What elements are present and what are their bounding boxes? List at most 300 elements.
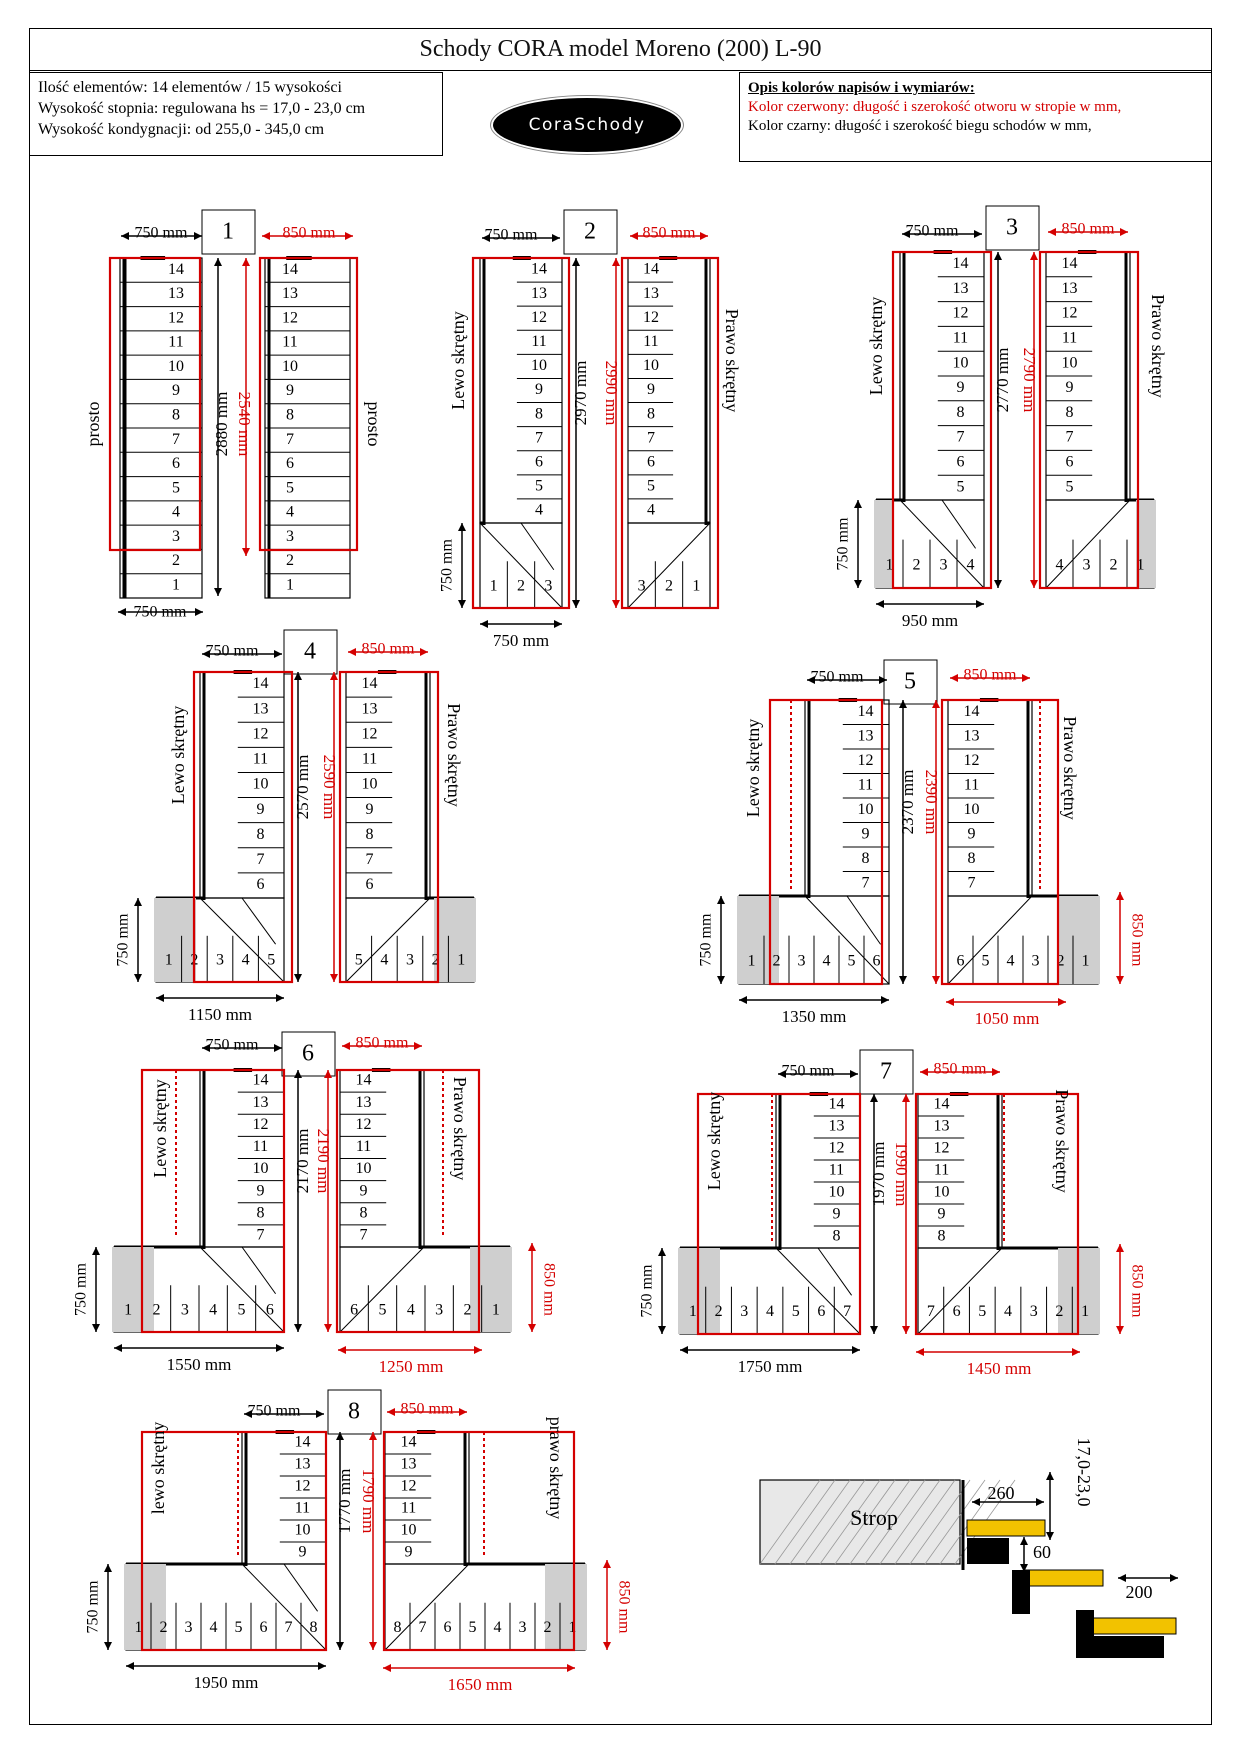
v7-L-w-5: 5 (791, 1303, 800, 1321)
v6-R-w-6: 6 (350, 1301, 359, 1319)
v5-R-step-8: 8 (967, 849, 976, 867)
v8-L-step-9: 9 (298, 1543, 307, 1561)
v1-R-step-13: 13 (282, 285, 298, 303)
v2-R-diag1 (628, 523, 710, 608)
v2-L-step-9: 9 (535, 381, 544, 399)
v4-olen-t: 2590 mm (320, 754, 340, 820)
v5-R-w-3: 3 (1031, 952, 1040, 970)
v7-L-w-7: 7 (843, 1303, 852, 1321)
v3-side-arrow-b (854, 580, 862, 588)
v7-R-w-1: 1 (1081, 1303, 1090, 1321)
v1-olen-arrow-a (242, 258, 250, 266)
v3-R-w-1: 1 (1136, 556, 1145, 574)
v2-L-w-1: 1 (489, 577, 498, 595)
v7-R-diag1 (918, 1248, 1002, 1334)
v2-R-step-13: 13 (642, 284, 659, 302)
detail-rise-dim-arrow-a (1046, 1472, 1054, 1480)
v8-oside-arrow-b (603, 1642, 611, 1650)
v3-L-w-2: 2 (912, 556, 921, 574)
v1-w-bot-arrow-b (195, 608, 203, 616)
legend-red: Kolor czerwony: długość i szerokość otworu w stropie w mm, (748, 99, 1122, 115)
v1-R-step-12: 12 (282, 309, 298, 327)
v8-L-w-4: 4 (209, 1619, 218, 1637)
v1-L-step-9: 9 (172, 382, 180, 400)
v5-oside-t: 850 mm (1128, 913, 1146, 967)
v5-w-top-t: 750 mm (810, 668, 864, 686)
v4-R-step-7: 7 (365, 851, 374, 869)
v2-R-step-11: 11 (643, 332, 659, 350)
v5-side-arrow-a (717, 896, 725, 904)
v5-L-step-12: 12 (857, 751, 874, 769)
v6-ow-arrow-a (342, 1042, 350, 1050)
v6-num: 6 (302, 1040, 314, 1067)
v6-w-top-arrow-b (274, 1044, 282, 1052)
v3-L-opening (893, 252, 991, 588)
v8-L-w-6: 6 (259, 1619, 268, 1637)
v6-L-w-5: 5 (237, 1301, 246, 1319)
v4-L-step-7: 7 (256, 851, 265, 869)
v3-L-step-9: 9 (956, 379, 965, 397)
v2-bot-t: 750 mm (492, 630, 550, 650)
v2-L-opening (473, 258, 569, 608)
v7-w-top-arrow-b (850, 1070, 858, 1078)
v3-ow-arrow-b (1120, 228, 1128, 236)
v8-R-w-4: 4 (493, 1619, 502, 1637)
v8-L-w-2: 2 (159, 1619, 168, 1637)
v8-ow-t: 850 mm (400, 1400, 454, 1418)
v3-R-step-11: 11 (1061, 329, 1078, 347)
v2-olen-arrow-b (612, 600, 620, 608)
v6-R-w-1: 1 (491, 1301, 500, 1319)
v2-L-flight (480, 258, 562, 523)
v6-side-t: 750 mm (72, 1263, 90, 1316)
v3-R-step-14: 14 (1061, 255, 1078, 273)
detail-step-dim-arrow-a (1118, 1574, 1126, 1582)
v3-right-label: Prawo skrętny (1147, 294, 1168, 398)
v8-L-step-11: 11 (294, 1499, 311, 1517)
v7-R-step-12: 12 (933, 1139, 950, 1157)
v7-ow-arrow-a (920, 1068, 928, 1076)
v5-num: 5 (904, 668, 916, 695)
v3-R-step-6: 6 (1065, 453, 1074, 471)
v2-L-step-13: 13 (531, 284, 548, 302)
v3-L-step-10: 10 (952, 354, 969, 372)
v3-R-w-4: 4 (1055, 556, 1064, 574)
v1-w-top-arrow-a (121, 232, 129, 240)
v5-len-arrow-b (899, 976, 907, 984)
v5-R-w-6: 6 (956, 952, 965, 970)
v3-L-w-4: 4 (966, 556, 975, 574)
v2-L-step-4: 4 (535, 501, 544, 519)
v6-obot-arrow-a (338, 1346, 346, 1354)
v6-R-step-11: 11 (355, 1138, 372, 1156)
v1-L-step-10: 10 (168, 357, 184, 375)
v3-L-diag2 (942, 500, 976, 548)
v8-L-step-13: 13 (294, 1455, 311, 1473)
v6-side-arrow-a (92, 1247, 100, 1255)
v7-side-arrow-a (658, 1248, 666, 1256)
v3-L-step-5: 5 (956, 478, 965, 496)
v6-L-step-12: 12 (252, 1115, 269, 1133)
v5-len-t: 2370 mm (897, 769, 917, 835)
v2-L-step-7: 7 (535, 429, 544, 447)
v1-w-bot-arrow-a (118, 608, 126, 616)
v6-R-step-8: 8 (359, 1204, 368, 1222)
v4-L-w-2: 2 (190, 951, 199, 969)
v7-R-step-14: 14 (933, 1095, 950, 1113)
v2-L-step-10: 10 (531, 357, 548, 375)
v7-L-step-9: 9 (832, 1205, 841, 1223)
v4-num: 4 (304, 638, 316, 665)
v5-L-w-2: 2 (772, 952, 781, 970)
detail-tread-3 (1090, 1618, 1176, 1634)
v1-R-step-8: 8 (286, 406, 294, 424)
v5-bot-arrow-b (881, 996, 889, 1004)
v8-len-arrow-b (336, 1642, 344, 1650)
v5-R-w-4: 4 (1006, 952, 1015, 970)
v5-R-step-7: 7 (967, 874, 976, 892)
v7-L-w-3: 3 (740, 1303, 749, 1321)
v6-R-step-14: 14 (355, 1071, 372, 1089)
v4-R-step-6: 6 (365, 876, 374, 894)
v6-right-label: Prawo skrętny (449, 1076, 470, 1181)
v2-R-step-10: 10 (642, 357, 659, 375)
v8-L-w-5: 5 (234, 1619, 243, 1637)
v3-num: 3 (1006, 214, 1018, 241)
v3-L-step-6: 6 (956, 453, 965, 471)
v4-L-flight (200, 672, 284, 898)
v8-side-t: 750 mm (84, 1580, 102, 1634)
v8-olen-t: 1790 mm (359, 1468, 379, 1534)
v4-L-gray (154, 898, 199, 982)
v4-left-label: Lewo skrętny (168, 705, 189, 805)
v6-L-w-4: 4 (209, 1301, 218, 1319)
v6-L-step-8: 8 (256, 1204, 265, 1222)
v8-R-w-6: 6 (443, 1619, 452, 1637)
v4-ow-arrow-b (420, 648, 428, 656)
v3-L-diag1 (900, 500, 984, 588)
v5-ow-arrow-b (1022, 674, 1030, 682)
v6-L-w-6: 6 (265, 1301, 274, 1319)
v1-num: 1 (222, 218, 234, 245)
v8-R-w-7: 7 (418, 1619, 427, 1637)
v2-L-w-2: 2 (517, 577, 525, 595)
v1-R-step-9: 9 (286, 382, 294, 400)
v2-R-step-4: 4 (646, 501, 655, 519)
v8-w-top-t: 750 mm (247, 1402, 301, 1420)
v5-L-step-7: 7 (861, 874, 870, 892)
v7-R-step-10: 10 (933, 1183, 950, 1201)
detail-block-1 (967, 1538, 1009, 1564)
v2-R-step-5: 5 (646, 477, 655, 495)
v7-L-step-10: 10 (828, 1183, 845, 1201)
v1-R-step-1: 1 (286, 576, 294, 594)
v3-R-step-12: 12 (1061, 304, 1078, 322)
v6-oside-arrow-a (528, 1243, 536, 1251)
v8-R-step-10: 10 (400, 1521, 417, 1539)
v5-L-w-1: 1 (747, 952, 756, 970)
v7-L-step-13: 13 (828, 1117, 845, 1135)
v8-L-w-7: 7 (284, 1619, 293, 1637)
v5-R-step-12: 12 (963, 751, 980, 769)
v6-R-step-10: 10 (355, 1160, 372, 1178)
v7-side-t: 750 mm (638, 1264, 656, 1318)
v2-L-step-5: 5 (535, 477, 544, 495)
v7-R-w-2: 2 (1055, 1303, 1064, 1321)
v4-R-step-14: 14 (361, 675, 378, 693)
v7-olen-arrow-b (902, 1326, 910, 1334)
v2-R-step-12: 12 (642, 308, 659, 326)
v3-len-arrow-a (994, 252, 1002, 260)
v8-L-step-14: 14 (294, 1433, 311, 1451)
v1-L-step-7: 7 (172, 430, 180, 448)
v5-L-step-10: 10 (857, 800, 874, 818)
v7-bot-arrow-a (680, 1346, 688, 1354)
v1-w-bot-t: 750 mm (133, 603, 187, 621)
v7-obot-arrow-a (916, 1348, 924, 1356)
v7-ow-arrow-b (992, 1068, 1000, 1076)
v1-R-step-5: 5 (286, 479, 294, 497)
v6-len-arrow-b (294, 1324, 302, 1332)
v4-L-w-5: 5 (267, 951, 276, 969)
v3-R-w-3: 3 (1082, 556, 1091, 574)
v1-R-step-6: 6 (286, 455, 294, 473)
v3-R-step-5: 5 (1065, 478, 1074, 496)
legend-header: Opis kolorów napisów i wymiarów: (748, 80, 975, 96)
v8-L-step-10: 10 (294, 1521, 311, 1539)
v2-R-step-6: 6 (646, 453, 655, 471)
v6-R-w-4: 4 (406, 1301, 415, 1319)
detail-tread-dim-arrow-b (1036, 1498, 1044, 1506)
v5-side-arrow-b (717, 976, 725, 984)
v2-len-arrow-b (572, 600, 580, 608)
v8-R-step-14: 14 (400, 1433, 417, 1451)
v7-R-w-6: 6 (952, 1303, 961, 1321)
v1-olen-t: 2540 mm (235, 391, 255, 457)
v3-olen-arrow-b (1030, 580, 1038, 588)
detail-step-t: 200 (1125, 1582, 1153, 1603)
v8-left-label: lewo skrętny (148, 1421, 169, 1515)
v5-bot-arrow-a (739, 996, 747, 1004)
v8-L-w-1: 1 (134, 1619, 143, 1637)
v7-left-label: Lewo skrętny (704, 1091, 725, 1191)
detail-tread-t: 260 (987, 1483, 1015, 1504)
v1-L-step-8: 8 (172, 406, 180, 424)
v5-R-step-13: 13 (963, 727, 980, 745)
v8-R-w-8: 8 (393, 1619, 402, 1637)
v5-obot-t: 1050 mm (974, 1008, 1040, 1028)
v1-left-label: prosto (83, 401, 104, 447)
v8-bot-t: 1950 mm (193, 1672, 259, 1692)
v8-bot-arrow-b (318, 1662, 326, 1670)
v5-L-w-4: 4 (822, 952, 831, 970)
v4-L-step-13: 13 (252, 700, 269, 718)
v4-bot-arrow-a (156, 994, 164, 1002)
v1-len-arrow-b (214, 588, 222, 596)
v2-side-arrow-a (458, 523, 466, 531)
v2-L-step-11: 11 (531, 332, 547, 350)
v8-R-w-5: 5 (468, 1619, 477, 1637)
v5-olen-arrow-b (932, 976, 940, 984)
v6-side-arrow-b (92, 1324, 100, 1332)
detail-tread-dim-arrow-a (972, 1498, 980, 1506)
v8-side-arrow-a (104, 1564, 112, 1572)
v6-bot-t: 1550 mm (166, 1354, 232, 1374)
v1-R-step-4: 4 (286, 503, 294, 521)
v7-ow-t: 850 mm (933, 1060, 987, 1078)
v7-L-step-14: 14 (828, 1095, 845, 1113)
v4-ow-arrow-a (348, 648, 356, 656)
v6-oside-t: 850 mm (540, 1263, 558, 1316)
v1-len-t: 2880 mm (211, 391, 231, 457)
v6-bot-arrow-b (276, 1344, 284, 1352)
v4-L-step-6: 6 (256, 876, 265, 894)
v1-R-step-10: 10 (282, 357, 298, 375)
v4-L-diag1 (200, 898, 284, 982)
v4-right-label: Prawo skrętny (443, 703, 464, 807)
info-floor-height: Wysokość kondygnacji: od 255,0 - 345,0 cm (38, 121, 325, 138)
v6-L-step-10: 10 (252, 1160, 269, 1178)
v6-left-label: Lewo skrętny (150, 1079, 171, 1178)
v8-L-step-12: 12 (294, 1477, 311, 1495)
v1-L-step-13: 13 (168, 285, 184, 303)
v5-L-w-3: 3 (797, 952, 806, 970)
v6-bot-arrow-a (114, 1344, 122, 1352)
v4-R-w-2: 2 (431, 951, 440, 969)
v2-olen-t: 2990 mm (602, 360, 622, 426)
v3-R-step-9: 9 (1065, 379, 1074, 397)
v7-L-step-12: 12 (828, 1139, 845, 1157)
v1-len-arrow-a (214, 258, 222, 266)
v8-w-top-arrow-b (316, 1410, 324, 1418)
v6-len-t: 2170 mm (292, 1128, 312, 1194)
v4-side-t: 750 mm (114, 913, 132, 967)
v1-R-step-2: 2 (286, 552, 294, 570)
v7-oside-arrow-a (1116, 1244, 1124, 1252)
v3-len-arrow-b (994, 580, 1002, 588)
v3-ow-arrow-a (1048, 228, 1056, 236)
v6-R-diag1 (340, 1247, 424, 1332)
v8-olen-arrow-b (369, 1642, 377, 1650)
v5-L-w-5: 5 (847, 952, 856, 970)
v8-obot-arrow-a (383, 1664, 391, 1672)
v4-side-arrow-b (134, 974, 142, 982)
v7-L-w-1: 1 (688, 1303, 697, 1321)
v5-R-step-11: 11 (963, 776, 980, 794)
v6-ow-t: 850 mm (355, 1034, 409, 1052)
v4-R-gray (431, 898, 476, 982)
v5-L-step-13: 13 (857, 727, 874, 745)
v7-L-w-4: 4 (766, 1303, 774, 1321)
detail-strop-t: Strop (850, 1505, 898, 1531)
v5-R-w-5: 5 (981, 952, 990, 970)
v5-R-w-1: 1 (1081, 952, 1090, 970)
v3-R-diag1 (1046, 500, 1130, 588)
v7-R-step-8: 8 (937, 1227, 946, 1245)
v3-side-arrow-a (854, 500, 862, 508)
v2-R-opening (622, 258, 718, 608)
v5-L-gray (737, 896, 779, 984)
v3-w-top-arrow-b (974, 230, 982, 238)
v4-R-diag1 (346, 898, 430, 982)
detail-step-dim-arrow-b (1170, 1574, 1178, 1582)
v7-bot-arrow-b (852, 1346, 860, 1354)
v2-bot-arrow-b (554, 620, 562, 628)
v1-L-step-2: 2 (172, 552, 180, 570)
v5-side-t: 750 mm (697, 913, 715, 967)
v7-obot-t: 1450 mm (966, 1358, 1032, 1378)
v2-R-w-2: 2 (665, 577, 673, 595)
v7-bot-t: 1750 mm (737, 1356, 803, 1376)
v5-ow-t: 850 mm (963, 666, 1017, 684)
v3-bot-arrow-a (876, 600, 884, 608)
v2-ow-arrow-b (700, 232, 708, 240)
v6-w-top-t: 750 mm (205, 1036, 259, 1054)
v1-L-step-6: 6 (172, 455, 180, 473)
v7-R-step-9: 9 (937, 1205, 946, 1223)
v3-R-w-2: 2 (1109, 556, 1118, 574)
v7-R-step-11: 11 (933, 1161, 950, 1179)
v1-R-step-14: 14 (282, 260, 298, 278)
v2-left-label: Lewo skrętny (448, 311, 469, 410)
v3-L-step-11: 11 (952, 329, 969, 347)
v5-right-label: Prawo skrętny (1059, 716, 1080, 820)
v7-oside-t: 850 mm (1128, 1264, 1146, 1318)
detail-rise-dim-arrow-b (1046, 1532, 1054, 1540)
v8-oside-arrow-a (603, 1560, 611, 1568)
v3-side-t: 750 mm (834, 517, 852, 571)
v4-L-step-10: 10 (252, 775, 269, 793)
v7-R-step-13: 13 (933, 1117, 950, 1135)
v4-L-step-8: 8 (256, 825, 265, 843)
v2-R-step-8: 8 (646, 405, 655, 423)
v3-R-step-8: 8 (1065, 403, 1074, 421)
v7-L-w-2: 2 (714, 1303, 723, 1321)
v8-num: 8 (348, 1398, 360, 1425)
v3-R-step-10: 10 (1061, 354, 1078, 372)
v2-R-flight (628, 258, 710, 523)
v6-L-step-11: 11 (252, 1138, 269, 1156)
v3-bot-t: 950 mm (901, 610, 959, 630)
v8-R-w-3: 3 (518, 1619, 527, 1637)
v1-ow-arrow-a (262, 232, 270, 240)
v4-w-top-arrow-b (274, 650, 282, 658)
v8-right-label: prawo skrętny (545, 1416, 566, 1520)
v2-R-w-3: 3 (637, 577, 646, 595)
v7-olen-arrow-a (902, 1094, 910, 1102)
v3-olen-t: 2790 mm (1020, 347, 1040, 413)
v8-R-diag1 (385, 1564, 469, 1650)
v4-len-arrow-b (294, 974, 302, 982)
detail-tread-1 (967, 1520, 1045, 1536)
v4-R-w-4: 4 (380, 951, 389, 969)
v2-R-step-9: 9 (646, 381, 655, 399)
v7-olen-t: 1990 mm (892, 1141, 912, 1207)
v7-len-t: 1970 mm (868, 1141, 888, 1207)
v5-L-step-9: 9 (861, 825, 870, 843)
v2-L-step-6: 6 (535, 453, 544, 471)
v3-R-step-7: 7 (1065, 428, 1074, 446)
v3-L-w-1: 1 (885, 556, 894, 574)
v4-L-step-12: 12 (252, 725, 269, 743)
v6-R-w-5: 5 (378, 1301, 387, 1319)
v5-R-diag1 (948, 896, 1032, 984)
v1-ow-t: 850 mm (282, 224, 336, 242)
v2-ow-arrow-a (630, 232, 638, 240)
v7-side-arrow-b (658, 1326, 666, 1334)
v4-L-opening (194, 672, 292, 982)
v4-R-w-1: 1 (457, 951, 466, 969)
